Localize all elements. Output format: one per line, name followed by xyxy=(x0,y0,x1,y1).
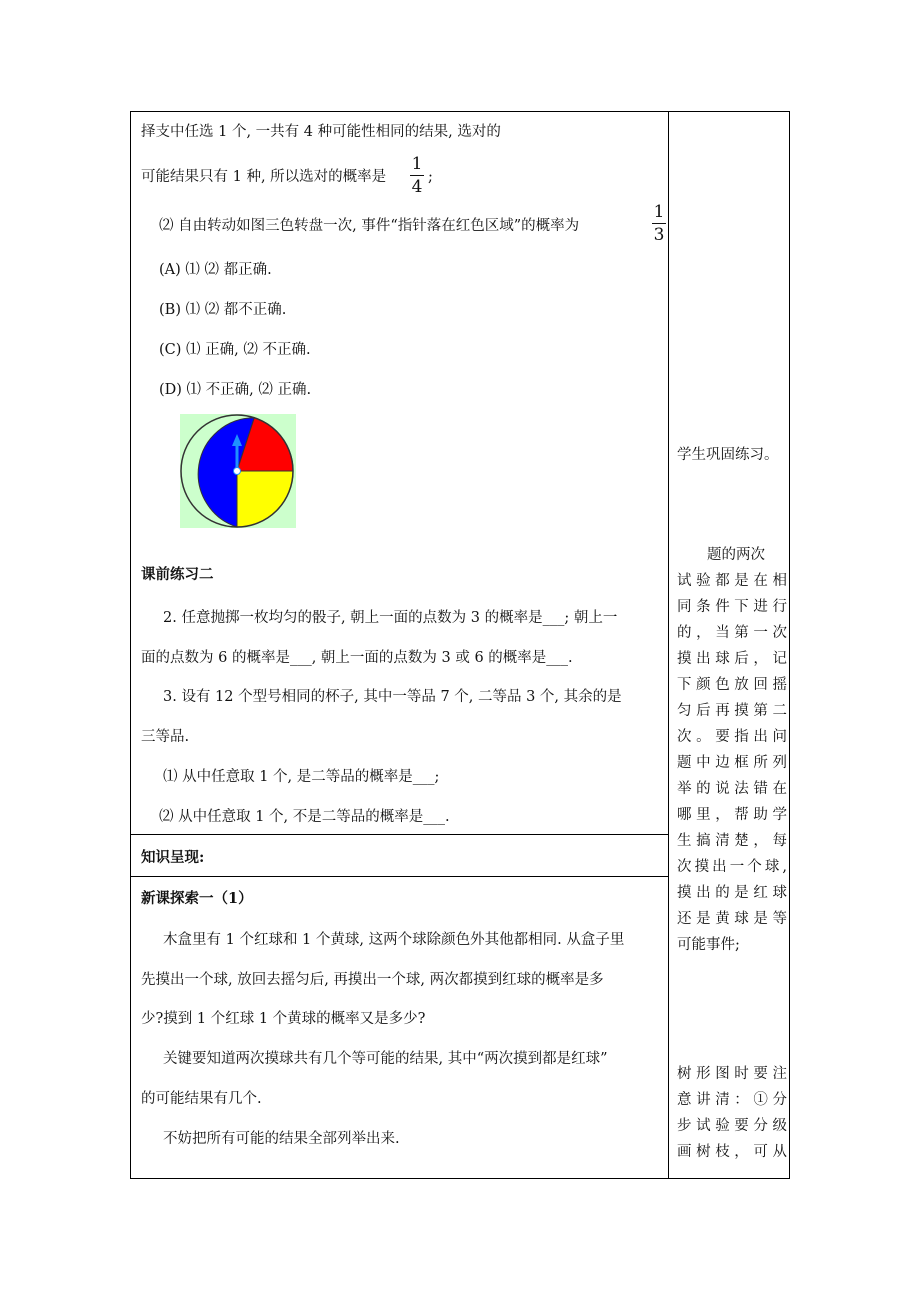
explore-para-1-line-2: 先摸出一个球, 放回去摇匀后, 再摸出一个球, 两次都摸到红球的概率是多 xyxy=(141,972,604,988)
section-title-explore: 新课探索一（1） xyxy=(141,890,253,907)
option-c: (C) ⑴ 正确, ⑵ 不正确. xyxy=(159,342,311,358)
question-2-line-1: 2. 任意抛掷一枚均匀的骰子, 朝上一面的点数为 3 的概率是___; 朝上一 xyxy=(163,610,618,626)
option-d: (D) ⑴ 不正确, ⑵ 正确. xyxy=(159,382,312,398)
main-line-2: 可能结果只有 1 种, 所以选对的概率是 xyxy=(141,169,387,185)
question-3-line-2: 三等品. xyxy=(141,729,190,745)
fraction-denominator: 4 xyxy=(411,177,423,197)
side-row: 可能事件; xyxy=(677,937,740,953)
question-3-sub-2: ⑵ 从中任意取 1 个, 不是二等品的概率是___. xyxy=(159,809,450,825)
explore-para-2-line-1: 关键要知道两次摸球共有几个等可能的结果, 其中“两次摸到都是红球” xyxy=(163,1051,608,1067)
side-row: 画树枝，可从 xyxy=(677,1144,787,1160)
side-row: 树形图时要注 xyxy=(677,1066,787,1082)
fraction-numerator: 1 xyxy=(411,154,423,174)
side-row: 生搞清楚，每 xyxy=(677,833,787,849)
fraction-numerator: 1 xyxy=(653,202,665,222)
row-divider-1 xyxy=(131,834,668,835)
side-row: 下颜色放回摇 xyxy=(677,677,787,693)
three-color-spinner xyxy=(180,414,296,528)
question-2-line-2: 面的点数为 6 的概率是___, 朝上一面的点数为 3 或 6 的概率是___. xyxy=(141,650,573,666)
section-title-pre2: 课前练习二 xyxy=(141,566,214,583)
section-title-knowledge: 知识呈现: xyxy=(141,849,205,866)
fraction-one-quarter xyxy=(410,154,424,197)
side-row: 步试验要分级 xyxy=(677,1118,787,1134)
side-row: 举的说法错在 xyxy=(677,781,787,797)
side-row: 试验都是在相 xyxy=(677,573,787,589)
spinner-pivot xyxy=(234,468,241,475)
fraction-denominator: 3 xyxy=(653,225,665,245)
side-row: 同条件下进行 xyxy=(677,599,787,615)
main-line-2-end: ; xyxy=(428,169,433,185)
explore-para-1-line-1: 木盒里有 1 个红球和 1 个黄球, 这两个球除颜色外其他都相同. 从盒子里 xyxy=(163,932,625,948)
side-row: 摸出球后，记 xyxy=(677,651,787,667)
side-row: 摸出的是红球 xyxy=(677,885,787,901)
side-row: 题中边框所列 xyxy=(677,755,787,771)
explore-para-2-line-2: 的可能结果有几个. xyxy=(141,1091,262,1107)
side-row: 的，当第一次 xyxy=(677,625,787,641)
option-b: (B) ⑴ ⑵ 都不正确. xyxy=(159,302,287,318)
row-divider-2 xyxy=(131,876,668,877)
explore-para-3: 不妨把所有可能的结果全部列举出来. xyxy=(163,1131,400,1147)
explore-para-1-line-3: 少?摸到 1 个红球 1 个黄球的概率又是多少? xyxy=(141,1011,426,1027)
side-row: 次。要指出问 xyxy=(677,729,787,745)
side-row: 意讲清：①分 xyxy=(677,1092,787,1108)
lesson-table xyxy=(130,111,790,1179)
side-note-consolidate: 学生巩固练习。 xyxy=(677,447,779,463)
main-line-1: 择支中任选 1 个, 一共有 4 种可能性相同的结果, 选对的 xyxy=(141,124,501,140)
side-row: 题的两次 xyxy=(707,547,765,563)
fraction-one-third xyxy=(652,202,666,245)
option-a: (A) ⑴ ⑵ 都正确. xyxy=(159,262,272,278)
side-row: 哪里，帮助学 xyxy=(677,807,787,823)
question-3-line-1: 3. 设有 12 个型号相同的杯子, 其中一等品 7 个, 二等品 3 个, 其余的是 xyxy=(163,689,622,705)
side-row: 还是黄球是等 xyxy=(677,911,787,927)
question-item-2: ⑵ 自由转动如图三色转盘一次, 事件“指针落在红色区域”的概率为 xyxy=(159,218,580,234)
side-row: 匀后再摸第二 xyxy=(677,703,787,719)
question-3-sub-1: ⑴ 从中任意取 1 个, 是二等品的概率是___; xyxy=(163,769,440,785)
column-divider xyxy=(668,112,669,1178)
side-row: 次摸出一个球, xyxy=(677,859,787,875)
